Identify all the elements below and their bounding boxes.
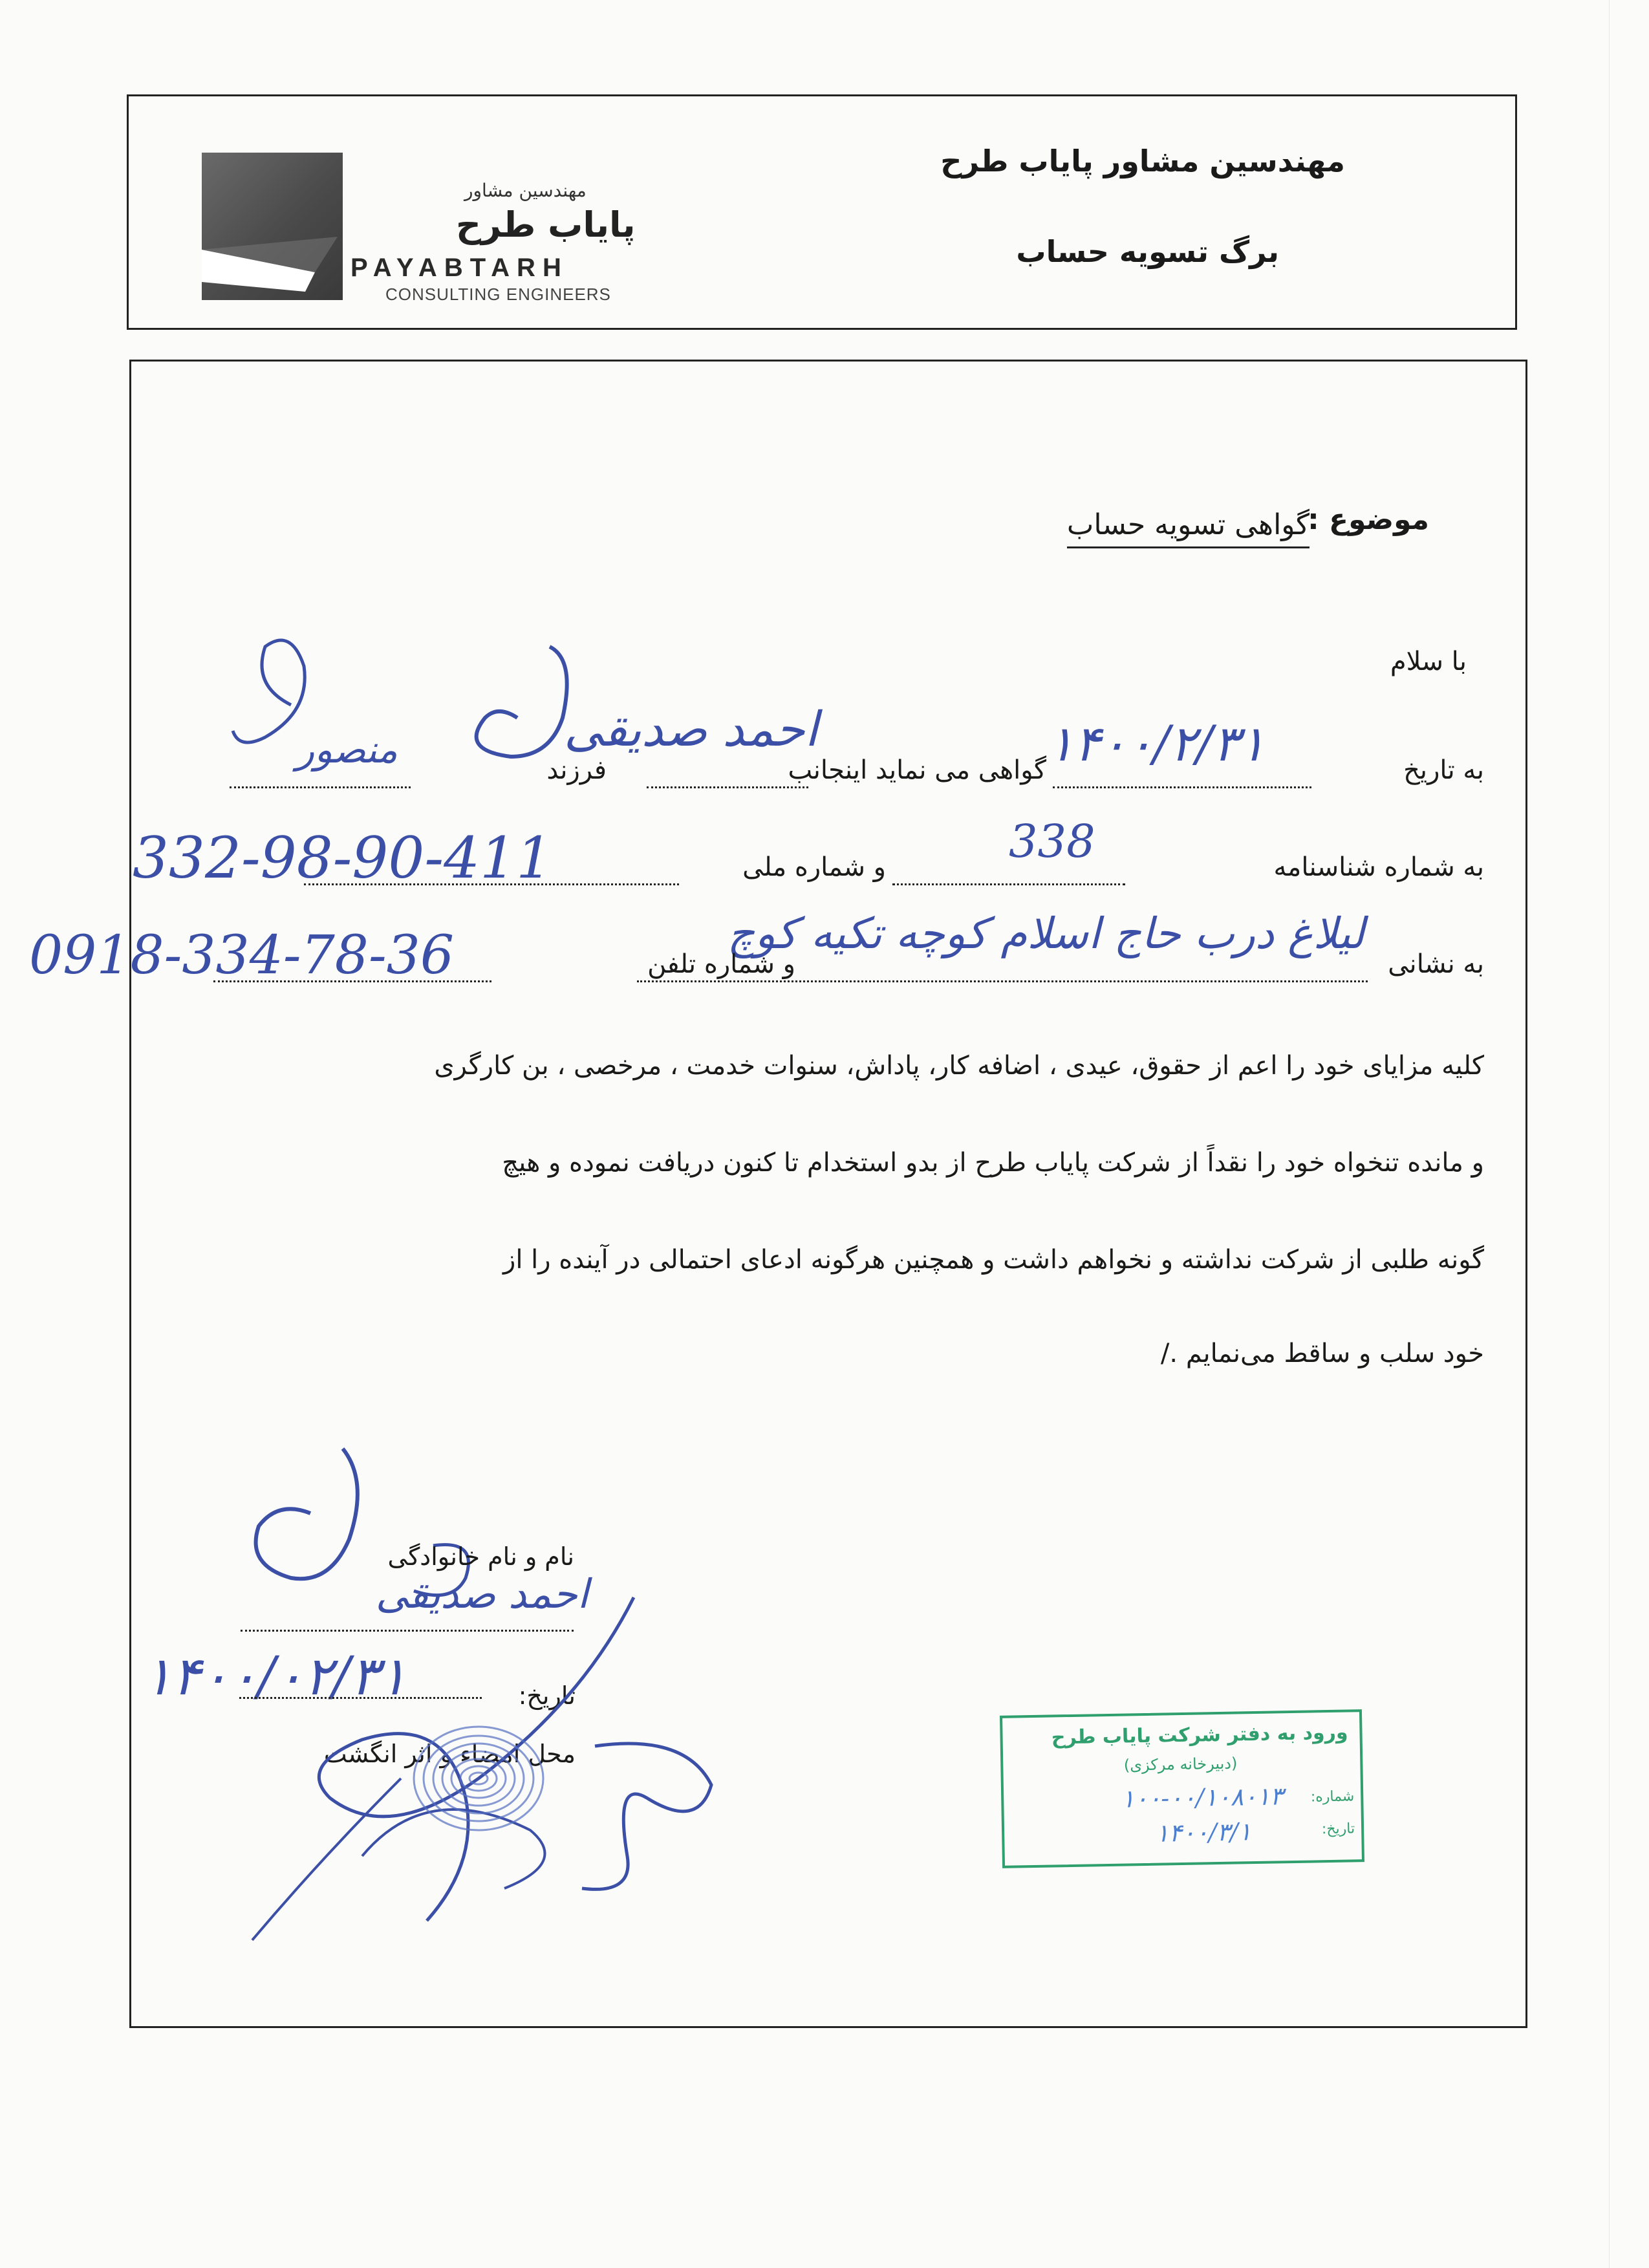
address-label: به نشانی bbox=[1388, 949, 1484, 979]
handwritten-phone: 0918-334-78-36 bbox=[29, 925, 455, 986]
company-name: مهندسین مشاور پایاب طرح bbox=[940, 144, 1345, 178]
national-id-label: و شماره ملی bbox=[742, 852, 886, 882]
paper-edge bbox=[1609, 0, 1610, 2268]
signature-place-label: محل امضاء و اثر انگشت bbox=[323, 1740, 576, 1768]
full-name-label: نام و نام خانوادگی bbox=[387, 1542, 574, 1571]
paragraph-line: کلیه مزایای خود را اعم از حقوق، عیدی ، اضافه کار، پاداش، سنوات خدمت ، مرخصی ، بن کارگری bbox=[434, 1051, 1484, 1081]
logo-persian-name: پایاب طرح bbox=[456, 204, 636, 245]
subject-value: گواهی تسویه حساب bbox=[1067, 508, 1310, 548]
handwritten-father-name: منصور bbox=[296, 728, 398, 772]
paragraph-line: و مانده تنخواه خود را نقداً از شرکت پایاب طرح از بدو استخدام تا کنون دریافت نموده و هیچ bbox=[502, 1148, 1484, 1178]
stamp-title: ورود به دفتر شرکت پایاب طرح bbox=[1051, 1721, 1348, 1749]
company-logo-icon bbox=[202, 153, 343, 300]
date-prefix: به تاریخ bbox=[1403, 755, 1484, 785]
stamp-subtitle: (دبیرخانه مرکزی) bbox=[1123, 1754, 1238, 1775]
handwritten-address: لیلاغ درب حاج اسلام کوچه تکیه کوچ bbox=[727, 909, 1364, 958]
stamp-date-value: ۱۴۰۰/۳/۱ bbox=[1155, 1817, 1252, 1848]
handwritten-initial-mark bbox=[213, 621, 614, 776]
subject-label: موضوع : bbox=[1308, 503, 1429, 536]
handwritten-name: احمد صدیقی bbox=[564, 702, 818, 757]
logo-english-name: PAYABTARH bbox=[350, 254, 568, 282]
paragraph-line: خود سلب و ساقط می‌نمایم ./ bbox=[1160, 1339, 1484, 1368]
paragraph-line: گونه طلبی از شرکت نداشته و نخواهم داشت و همچنین هرگونه ادعای احتمالی در آینده را از bbox=[503, 1245, 1484, 1275]
handwritten-signature-date: ۱۴۰۰/۰۲/۳۱ bbox=[144, 1646, 407, 1707]
child-of-label: فرزند bbox=[546, 755, 607, 785]
name-dots bbox=[647, 763, 808, 791]
fingerprint-icon bbox=[401, 1707, 556, 1837]
form-title: برگ تسویه حساب bbox=[1016, 234, 1279, 269]
handwritten-date: ۱۴۰۰/۲/۳۱ bbox=[1048, 715, 1266, 772]
handwritten-national-id: 332-98-90-411 bbox=[133, 825, 553, 891]
logo-english-subtitle: CONSULTING ENGINEERS bbox=[385, 285, 611, 304]
handwritten-id-number: 338 bbox=[1009, 815, 1095, 868]
stamp-number-label: شماره: bbox=[1310, 1788, 1355, 1806]
registry-stamp bbox=[1000, 1709, 1364, 1868]
logo-persian-subtitle: مهندسین مشاور bbox=[464, 180, 587, 201]
salutation: با سلام bbox=[1390, 647, 1467, 676]
id-number-label: به شماره شناسنامه bbox=[1273, 852, 1484, 882]
handwritten-full-name: احمد صدیقی bbox=[375, 1570, 588, 1617]
certify-text: گواهی می نماید اینجانب bbox=[788, 755, 1046, 785]
phone-label: و شماره تلفن bbox=[647, 949, 795, 979]
stamp-number-value: ۱۰۰-۰۰/۱۰۸۰۱۳ bbox=[1121, 1782, 1284, 1813]
signature-date-label: تاریخ: bbox=[518, 1681, 576, 1710]
stamp-date-label: تاریخ: bbox=[1321, 1820, 1355, 1838]
